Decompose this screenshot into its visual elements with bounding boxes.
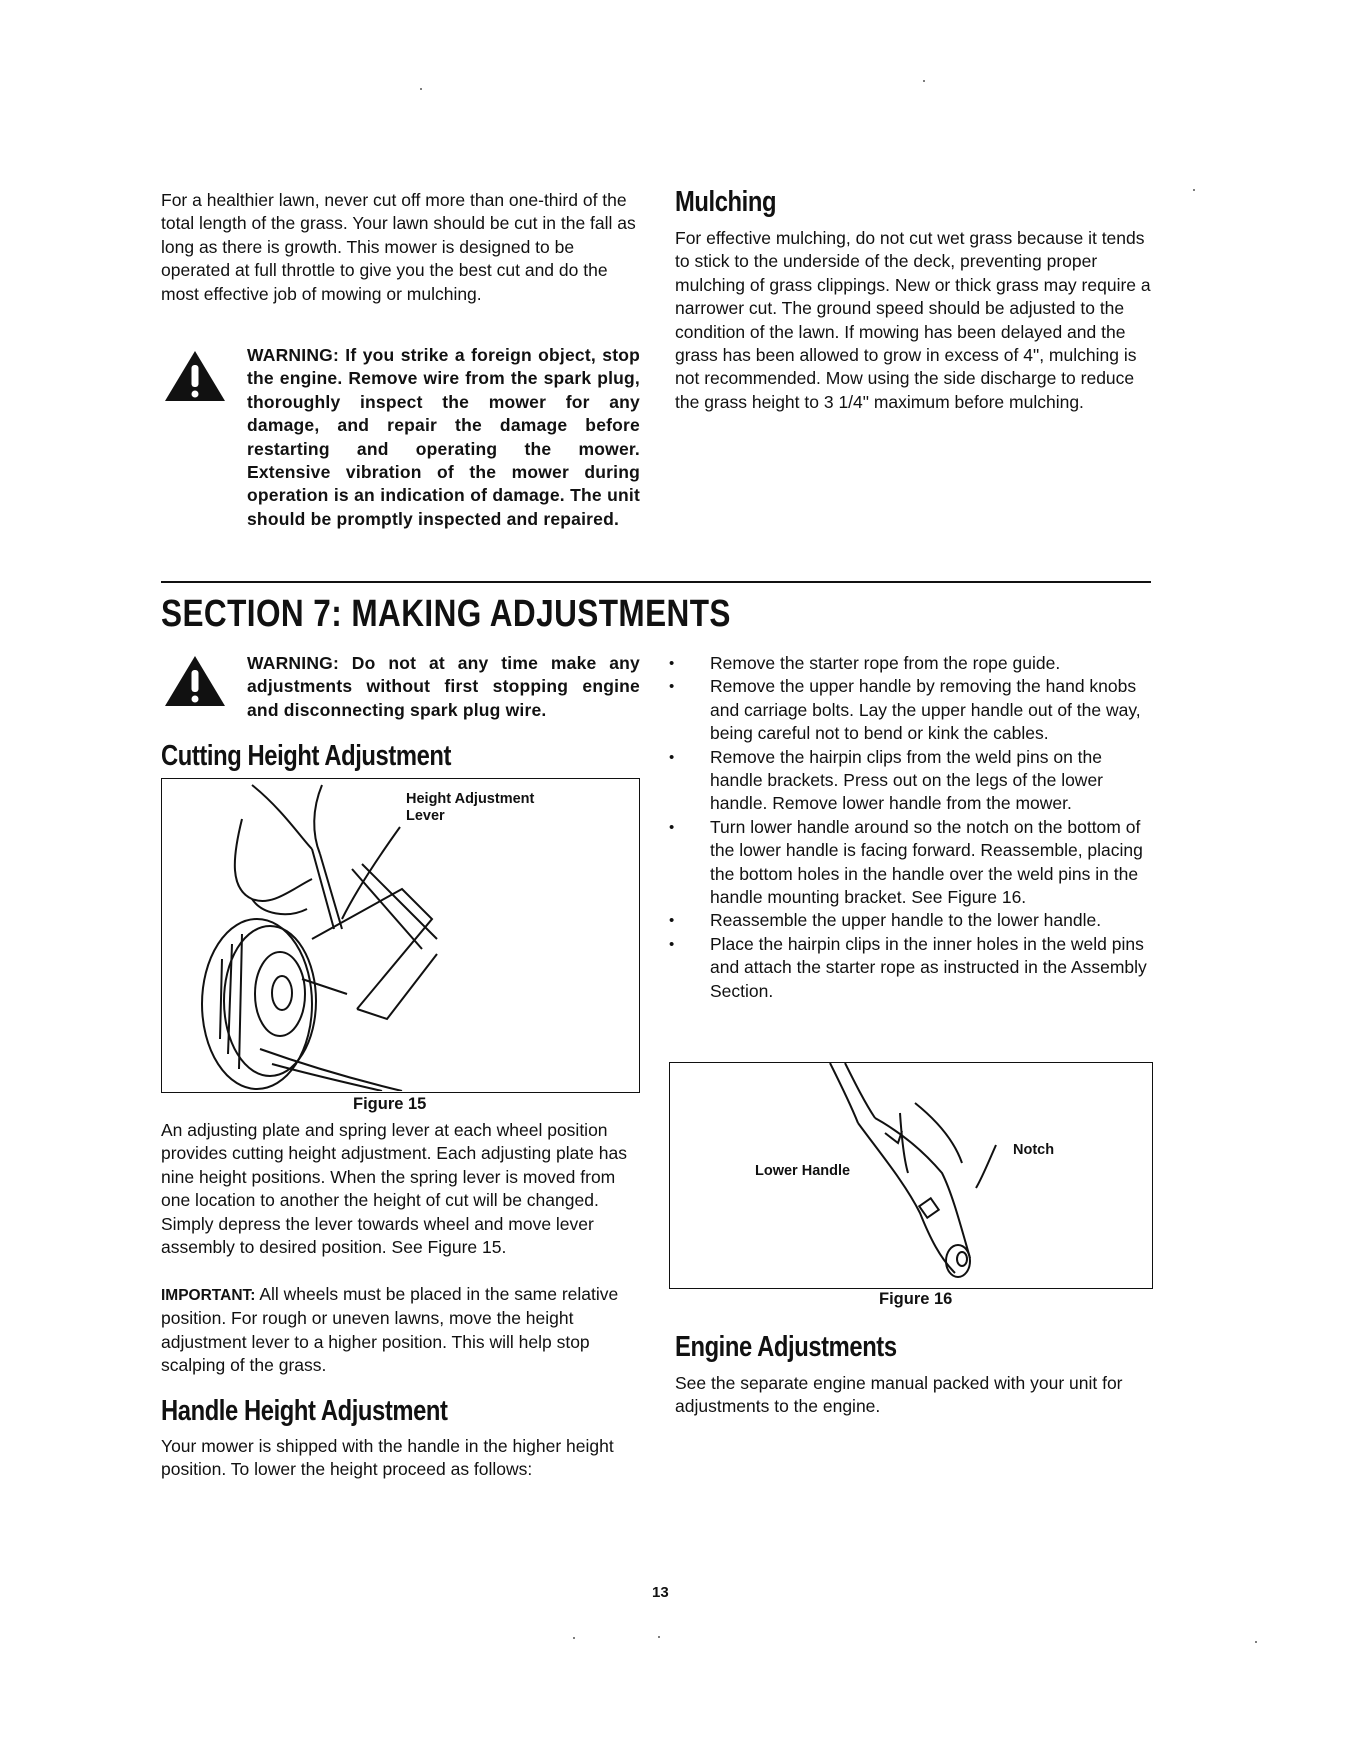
lower-handle-illustration — [670, 1063, 1151, 1287]
cutting-height-paragraph: An adjusting plate and spring lever at each wheel position provides cutting height adjustment. Each adjusting plate has nine height positions. When the spring lever is moved from one location to another the height of cut will be changed. Simply depress the lever towards wheel and move lever assembly to desired position. See Figure 15. — [161, 1120, 627, 1258]
list-item: • Remove the hairpin clips from the weld pins on the handle brackets. Press out on the legs of the lower handle. Remove lower handle from the mower. — [669, 746, 1104, 814]
important-text: All wheels must be placed in the same relative position. For rough or uneven lawns, move the height adjustment lever to a higher position. This will help stop scalping of the grass. — [161, 1284, 619, 1376]
intro-paragraph: For a healthier lawn, never cut off more than one-third of the total length of the grass. Your lawn should be cut in the fall as long as there is growth. This mower is designed to be operated at full throttle to give you the best cut and do the most effective job of mowing or mulching. — [161, 190, 636, 304]
mulching-heading: Mulching — [675, 186, 777, 218]
figure-15-box — [161, 778, 640, 1093]
list-item: • Remove the upper handle by removing the hand knobs and carriage bolts. Lay the upper handle out of the way, being careful not to bend or kink the cables. — [669, 676, 1141, 744]
foreign-object-warning: WARNING: If you strike a foreign object, stop the engine. Remove wire from the spark plug, thoroughly inspect the mower for any damage, and repair the damage before restarting and operating the mower. Extensive vibration of the mower during operation is an indication of damage. The unit should be promptly inspected and repaired. — [247, 345, 640, 529]
scan-speck — [1193, 189, 1195, 191]
lower-handle-label: Lower Handle — [755, 1163, 851, 1179]
section-title: SECTION 7: MAKING ADJUSTMENTS — [161, 593, 731, 635]
important-note — [161, 1283, 637, 1378]
important-label: IMPORTANT: — [161, 1287, 256, 1304]
warning-triangle-icon — [163, 654, 227, 708]
handle-height-heading: Handle Height Adjustment — [161, 1395, 448, 1427]
engine-heading: Engine Adjustments — [675, 1331, 897, 1363]
scan-speck — [658, 1636, 660, 1638]
cutting-height-heading: Cutting Height Adjustment — [161, 740, 452, 772]
figure-16-box — [669, 1062, 1153, 1289]
adjustments-warning: WARNING: Do not at any time make any adjustments without first stopping engine and disconnecting spark plug wire. — [247, 653, 640, 720]
warning-triangle-icon — [163, 349, 227, 403]
notch-label: Notch — [1013, 1142, 1055, 1158]
mower-wheel-illustration — [162, 779, 638, 1091]
engine-paragraph: See the separate engine manual packed with your unit for adjustments to the engine. — [675, 1373, 1123, 1417]
section-divider — [161, 581, 1151, 583]
mulching-paragraph: For effective mulching, do not cut wet grass because it tends to stick to the underside of the deck, preventing proper mulching of grass clippings. New or thick grass may require a narrower cut. The ground speed should be adjusted to the condition of the lawn. If mowing has been delayed and the grass has been allowed to grow in excess of 4", mulching is not recommended. Mow using the side discharge to reduce the grass height to 3 1/4" maximum before mulching. — [675, 228, 1151, 412]
list-item: • Place the hairpin clips in the inner holes in the weld pins and attach the starter rope as instructed in the Assembly Section. — [669, 933, 1147, 1001]
scan-speck — [573, 1637, 575, 1639]
list-item: • Turn lower handle around so the notch on the bottom of the lower handle is facing forward. Reassemble, placing the bottom holes in the handle over the weld pins in the handle mounting bracket. See Figure 16. — [669, 816, 1143, 908]
scan-speck — [923, 80, 925, 82]
handle-steps-list — [669, 652, 1155, 1003]
figure-16-caption: Figure 16 — [879, 1290, 953, 1308]
page-number: 13 — [652, 1584, 669, 1601]
list-item: • Reassemble the upper handle to the lower handle. — [669, 910, 1102, 931]
list-item: • Remove the starter rope from the rope guide. — [669, 653, 1061, 673]
scan-speck — [1255, 1641, 1257, 1643]
figure-15-caption: Figure 15 — [353, 1095, 427, 1113]
height-lever-label: Height Adjustment Lever — [406, 791, 535, 824]
handle-height-paragraph: Your mower is shipped with the handle in the higher height position. To lower the height proceed as follows: — [161, 1436, 614, 1480]
scan-speck — [420, 88, 422, 90]
